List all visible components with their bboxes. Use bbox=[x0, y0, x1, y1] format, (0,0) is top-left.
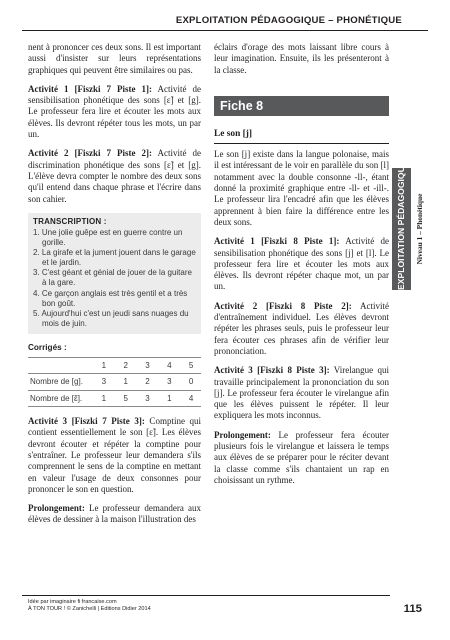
right-intro: éclairs d'orage des mots laissant libre cours à leur imagination. Ensuite, ils les présenteront à la classe. bbox=[214, 42, 389, 75]
transcription-line: 4. Ce garçon anglais est très gentil et a très bon goût. bbox=[33, 288, 188, 308]
side-tab-label: EXPLOITATION PÉDAGOGIQUE bbox=[396, 160, 406, 290]
footer-line: À TON TOUR ! © Zanichelli | Editions Didier 2014 bbox=[28, 606, 151, 613]
transcription-line: 5. Aujourd'hui c'est un jeudi sans nuages du mois de juin. bbox=[33, 308, 189, 328]
table-row bbox=[28, 374, 201, 390]
transcription-title: TRANSCRIPTION : bbox=[33, 216, 107, 226]
transcription-list bbox=[33, 228, 197, 329]
section-title: Le son [j] bbox=[214, 128, 253, 139]
table-cell: 3 bbox=[136, 358, 158, 374]
table-cell: 2 bbox=[114, 358, 136, 374]
table-cell: 3 bbox=[92, 374, 114, 390]
side-tab bbox=[392, 160, 411, 290]
left-column bbox=[28, 42, 201, 534]
page-header bbox=[0, 14, 450, 34]
fiche-8-banner: Fiche 8 bbox=[214, 96, 389, 116]
section-paragraph: Le son [j] existe dans la langue polonaise, mais il est intéressant de le voir en parallèle du son [l] notamment avec la double consonne -ll-, étant donné la proximité graphique entre -ll- et -ill-. Le professeur lira l'encadré afin que les élèves apprennent à bien faire la différence entre les deux sons. bbox=[214, 149, 389, 227]
table-cell bbox=[28, 358, 92, 374]
activity-7-3 bbox=[28, 416, 201, 495]
transcription-line: 3. C'est géant et génial de jouer de la guitare à la gare. bbox=[33, 268, 192, 288]
table-cell: Nombre de [g]. bbox=[28, 374, 92, 390]
side-level-label: Niveau 1 – Phonétique bbox=[415, 193, 424, 265]
header-title: EXPLOITATION PÉDAGOGIQUE – PHONÉTIQUE bbox=[175, 15, 402, 26]
section-rule bbox=[214, 143, 389, 144]
table-cell: 1 bbox=[92, 390, 114, 406]
table-cell: 4 bbox=[179, 390, 201, 406]
transcription-line: 2. La girafe et la jument jouent dans le garage et le jardin. bbox=[33, 248, 196, 268]
activity-label: Activité 3 [Fiszki 7 Piste 3]: bbox=[28, 416, 145, 427]
table-cell: 3 bbox=[136, 390, 158, 406]
prolongement-text: Le professeur demandera aux élèves de dessiner à la maison l'illustration des bbox=[28, 503, 201, 525]
corriges-title: Corrigés : bbox=[28, 342, 67, 352]
activity-label: Activité 2 [Fiszki 8 Piste 2]: bbox=[214, 300, 352, 311]
activity-8-2 bbox=[214, 301, 389, 357]
prolongement-label: Prolongement: bbox=[28, 503, 85, 514]
table-cell: 1 bbox=[92, 358, 114, 374]
left-intro: nent à prononcer ces deux sons. Il est important aussi d'insister sur leurs représentations graphiques qui peuvent être similaires ou pas. bbox=[28, 42, 201, 75]
table-cell: 1 bbox=[157, 390, 179, 406]
activity-8-1 bbox=[214, 236, 389, 292]
table-cell: 5 bbox=[114, 390, 136, 406]
table-cell: 5 bbox=[179, 358, 201, 374]
prolongement-7 bbox=[28, 503, 201, 526]
table-cell: 2 bbox=[136, 374, 158, 390]
activity-label: Activité 1 [Fiszki 7 Piste 1]: bbox=[28, 83, 152, 94]
header-rule bbox=[22, 30, 428, 31]
table-cell: 0 bbox=[179, 374, 201, 390]
footer-rule bbox=[22, 595, 390, 596]
table-cell: 3 bbox=[157, 374, 179, 390]
prolongement-label: Prolongement: bbox=[214, 429, 271, 440]
corriges-table bbox=[28, 357, 201, 407]
table-cell: 1 bbox=[114, 374, 136, 390]
activity-7-2 bbox=[28, 148, 201, 204]
footer-line: Idée par imaginaire fi francaise.com bbox=[28, 599, 117, 605]
table-header-row bbox=[28, 358, 201, 374]
table-cell: 4 bbox=[157, 358, 179, 374]
table-row bbox=[28, 390, 201, 406]
activity-label: Activité 3 [Fiszki 8 Piste 3]: bbox=[214, 365, 330, 376]
footer bbox=[28, 599, 151, 614]
activity-label: Activité 2 [Fiszki 7 Piste 2]: bbox=[28, 148, 152, 159]
activity-8-3 bbox=[214, 365, 389, 421]
page-number: 115 bbox=[403, 603, 422, 615]
prolongement-8 bbox=[214, 430, 389, 486]
transcription-box bbox=[28, 213, 201, 334]
activity-text: Activité de discrimination phonétique des sons [ɛ̃] et [g]. L'élève devra compter le nombre des deux sons qu'il entend dans chaque phrase et l'écrire dans son cahier. bbox=[28, 148, 201, 204]
activity-text: Activité de sensibilisation phonétique des sons [ɛ̃] et [g]. Le professeur fera lire et écouter les mots aux élèves. Ils devront répéter tous les mots, un par un. bbox=[28, 83, 201, 140]
side-level-note bbox=[413, 168, 427, 290]
table-cell: Nombre de [ɛ̃]. bbox=[28, 390, 92, 406]
activity-label: Activité 1 [Fiszki 8 Piste 1]: bbox=[214, 236, 340, 247]
right-column bbox=[214, 42, 389, 494]
activity-text: Activité de sensibilisation phonétique des sons [j] et [l]. Le professeur fera lire et écouter les mots aux élèves. Ils devront répéter chaque mot, un par un. bbox=[214, 236, 389, 292]
activity-7-1 bbox=[28, 84, 201, 140]
activity-text: Virelangue qui travaille principalement la prononciation du son [j]. Le professeur fera écouter le virelangue afin que les élèves puissent le répéter. Il leur expliquera les mots inconnus. bbox=[214, 365, 389, 421]
transcription-line: 1. Une jolie guêpe est en guerre contre un gorille. bbox=[33, 227, 183, 248]
activity-text: Comptine qui contient essentiellement le son [ɛ̃]. Les élèves devront écouter et répéter la comptine pour s'entraîner. Le professeur leur demandera s'ils comprennent le sens de la comptine en mettant en valeur l'usage de deux consonnes pour prononcer le son en question. bbox=[28, 416, 202, 494]
activity-text: Activité d'entraînement individuel. Les élèves devront répéter les phrases seuls, puis le professeur leur fera écouter ces phrases afin de vérifier leur prononciation. bbox=[214, 300, 389, 356]
prolongement-text: Le professeur fera écouter plusieurs fois le virelangue et laissera le temps aux élèves de se préparer pour le réciter devant la classe comme s'ils chantaient un rap en choisissant un rythme. bbox=[214, 429, 389, 485]
